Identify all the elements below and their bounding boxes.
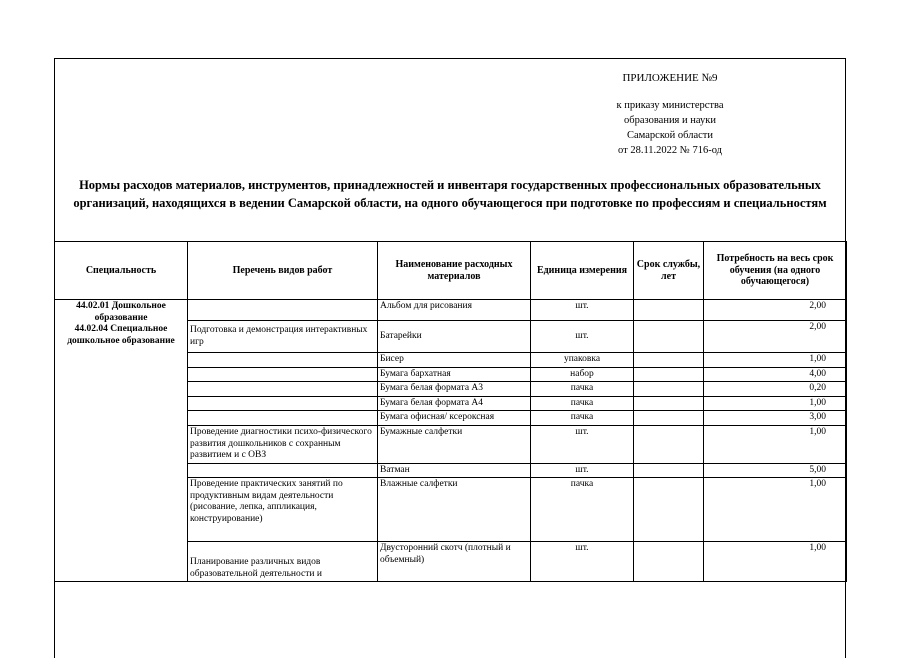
work-cell: Планирование различных видов образовательной деятельности и	[188, 542, 378, 582]
need-cell: 1,00	[704, 353, 847, 368]
order-line: Самарской области	[627, 130, 713, 141]
work-cell	[188, 367, 378, 382]
unit-cell: упаковка	[531, 353, 634, 368]
specialty-line: 44.02.04 Специальное дошкольное образование	[67, 324, 175, 346]
work-cell	[188, 411, 378, 426]
need-cell: 1,00	[704, 542, 847, 582]
work-cell: Проведение диагностики психо-физического развития дошкольников с сохранным развитием и с ОВЗ	[188, 425, 378, 463]
header-materials: Наименование расходных материалов	[378, 242, 531, 300]
material-cell: Батарейки	[378, 321, 531, 353]
term-cell	[634, 411, 704, 426]
term-cell	[634, 367, 704, 382]
order-line: к приказу министерства	[616, 100, 724, 111]
material-cell: Альбом для рисования	[378, 300, 531, 321]
order-line: образования и науки	[624, 115, 716, 126]
appendix-label: ПРИЛОЖЕНИЕ №9	[622, 72, 718, 84]
material-cell: Бисер	[378, 353, 531, 368]
table-row	[55, 300, 847, 321]
term-cell	[634, 425, 704, 463]
term-cell	[634, 353, 704, 368]
term-cell	[634, 396, 704, 411]
material-cell: Бумага бархатная	[378, 367, 531, 382]
specialty-line: 44.02.01 Дошкольное образование	[76, 301, 166, 323]
need-cell: 3,00	[704, 411, 847, 426]
unit-cell: шт.	[531, 425, 634, 463]
header-term: Срок службы, лет	[634, 242, 704, 300]
need-cell: 5,00	[704, 463, 847, 478]
need-cell: 2,00	[704, 321, 847, 353]
work-cell: Подготовка и демонстрация интерактивных игр	[188, 321, 378, 353]
norms-table	[54, 241, 847, 582]
term-cell	[634, 300, 704, 321]
unit-cell: шт.	[531, 542, 634, 582]
work-cell	[188, 463, 378, 478]
need-cell: 1,00	[704, 396, 847, 411]
unit-cell: пачка	[531, 396, 634, 411]
material-cell: Ватман	[378, 463, 531, 478]
order-line: от 28.11.2022 № 716-од	[618, 145, 722, 156]
unit-cell: пачка	[531, 478, 634, 542]
specialty-cell	[55, 300, 188, 582]
unit-cell: шт.	[531, 321, 634, 353]
need-cell: 1,00	[704, 478, 847, 542]
unit-cell: шт.	[531, 463, 634, 478]
term-cell	[634, 542, 704, 582]
need-cell: 0,20	[704, 382, 847, 397]
unit-cell: пачка	[531, 411, 634, 426]
need-cell: 4,00	[704, 367, 847, 382]
order-reference	[560, 98, 780, 158]
term-cell	[634, 321, 704, 353]
material-cell: Бумага белая формата А4	[378, 396, 531, 411]
header-works: Перечень видов работ	[188, 242, 378, 300]
need-cell: 1,00	[704, 425, 847, 463]
material-cell: Бумага офисная/ ксероксная	[378, 411, 531, 426]
header-unit: Единица измерения	[531, 242, 634, 300]
header-need: Потребность на весь срок обучения (на одного обучающегося)	[704, 242, 847, 300]
unit-cell: пачка	[531, 382, 634, 397]
material-cell: Бумажные салфетки	[378, 425, 531, 463]
unit-cell: шт.	[531, 300, 634, 321]
work-cell: Проведение практических занятий по продуктивным видам деятельности (рисование, лепка, аппликация, конструирование)	[188, 478, 378, 542]
term-cell	[634, 478, 704, 542]
work-cell	[188, 300, 378, 321]
header-specialty: Специальность	[55, 242, 188, 300]
work-cell	[188, 396, 378, 411]
term-cell	[634, 382, 704, 397]
work-cell	[188, 382, 378, 397]
material-cell: Бумага белая формата А3	[378, 382, 531, 397]
unit-cell: набор	[531, 367, 634, 382]
table-header-row	[55, 242, 847, 300]
term-cell	[634, 463, 704, 478]
document-title: Нормы расходов материалов, инструментов, принадлежностей и инвентаря государственных профессиональных образовательных организаций, находящихся в ведении Самарской области, на одного обучающегося при подготовке по профессиям и специальностям	[73, 178, 827, 210]
work-cell	[188, 353, 378, 368]
need-cell: 2,00	[704, 300, 847, 321]
material-cell: Влажные салфетки	[378, 478, 531, 542]
material-cell: Двусторонний скотч (плотный и объемный)	[378, 542, 531, 582]
